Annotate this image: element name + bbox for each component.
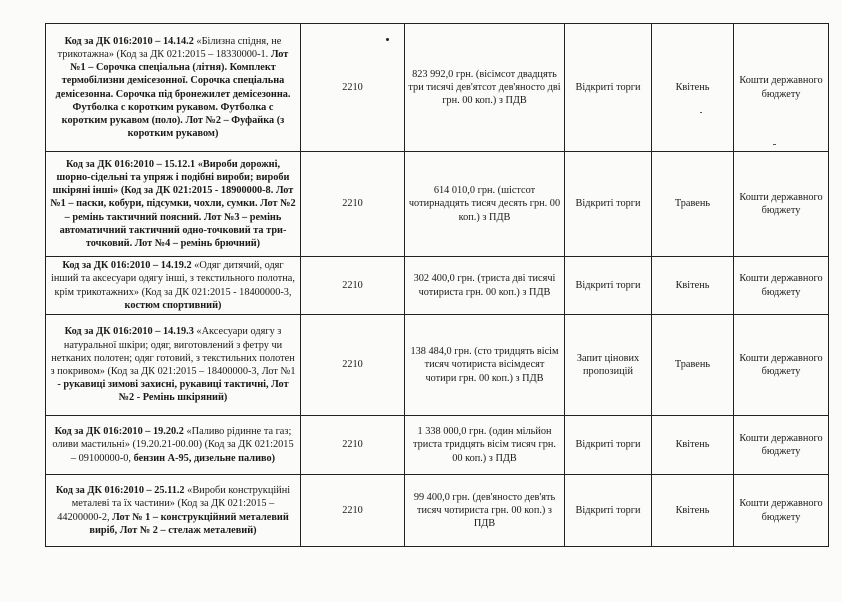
- procurement-plan-table: [45, 23, 829, 547]
- month-cell: Квітень: [652, 416, 734, 475]
- subject-cell: [46, 416, 301, 475]
- subject-lots: - рукавиці зимові захисні, рукавиці тактичні, Лот №2 - Ремінь шкіряний): [57, 379, 289, 404]
- budget-code-cell: 2210: [301, 416, 405, 475]
- table-row: [46, 152, 829, 257]
- subject-code-bold: Код за ДК 016:2010 – 14.14.2: [64, 35, 194, 47]
- month-cell: Травень: [652, 315, 734, 416]
- subject-code-bold: Код за ДК 016:2010 – 19.20.2: [54, 426, 184, 438]
- table-row: [46, 24, 829, 152]
- subject-code-bold: Код за ДК 016:2010 – 15.12.1 «Вироби дорожні, шорно-сідельні та упряж і подібні вироби; вироби шкіряні інші» (Код за ДК 021:2015 - 18900000-8. Лот №1 – паски, кобури, підсумки, чохли, сумки. Лот №2 – ремінь тактичний поясний. Лот №3 – ремінь автоматичний тактичний одно-точковий та три-точковий. Лот №4 – ремінь брючний): [50, 158, 296, 249]
- budget-code-cell: 2210: [301, 257, 405, 315]
- budget-code-cell: 2210: [301, 24, 405, 152]
- subject-lots: бензин А-95, дизельне паливо): [133, 452, 276, 464]
- amount-cell: 1 338 000,0 грн. (один мільйон триста тридцять вісім тисяч грн. 00 коп.) з ПДВ: [405, 416, 565, 475]
- subject-cell: [46, 475, 301, 547]
- procedure-cell: Запит цінових пропозицій: [565, 315, 652, 416]
- subject-description: «Одяг дитячий, одяг інший та аксесуари одягу інші, з текстильного полотна, крім трикотажних» (Код за ДК 021:2015 - 18400000-3,: [51, 260, 295, 298]
- subject-cell: [46, 315, 301, 416]
- subject-code-bold: Код за ДК 016:2010 – 14.19.3: [64, 326, 194, 338]
- subject-code-bold: Код за ДК 016:2010 – 14.19.2: [62, 260, 192, 272]
- procedure-cell: Відкриті торги: [565, 416, 652, 475]
- budget-code-cell: 2210: [301, 315, 405, 416]
- subject-code-bold: Код за ДК 016:2010 – 25.11.2: [55, 485, 185, 497]
- subject-lots: костюм спортивний): [124, 299, 222, 311]
- subject-description: «Аксесуари одягу з натуральної шкіри; одяг, виготовлений з фетру чи нетканих полотен; одяг готовий, з текстильних полотен з покривом» (Код за ДК 021:2015 – 18400000-3, Лот №1: [50, 326, 296, 377]
- procedure-cell: Відкриті торги: [565, 24, 652, 152]
- budget-code-cell: 2210: [301, 152, 405, 257]
- subject-description: «Паливо рідинне та газ; оливи мастильні» (19.20.21-00.00) (Код за ДК 021:2015 – 09100000-0,: [52, 426, 294, 464]
- amount-cell: 138 484,0 грн. (сто тридцять вісім тисяч чотириста вісімдесят чотири грн. 00 коп.) з ПДВ: [405, 315, 565, 416]
- table-row: [46, 257, 829, 315]
- month-cell: Квітень: [652, 24, 734, 152]
- subject-lots: Лот №1 – Сорочка спеціальна (літня). Комплект термобілизни демісезонної. Сорочка спеціальна демісезонна. Сорочка під бронежилет демісезонна. Футболка с коротким рукавом. Футболка с коротким рукавом (поло). Лот №2 – Фуфайка (з коротким рукавом): [55, 48, 291, 140]
- table-row: [46, 416, 829, 475]
- amount-cell: 614 010,0 грн. (шістсот чотирнадцять тисяч десять грн. 00 коп.) з ПДВ: [405, 152, 565, 257]
- subject-cell: [46, 24, 301, 152]
- subject-cell: [46, 152, 301, 257]
- table-row: [46, 475, 829, 547]
- funding-source-cell: Кошти державного бюджету: [734, 475, 829, 547]
- procedure-cell: Відкриті торги: [565, 475, 652, 547]
- funding-source-cell: Кошти державного бюджету: [734, 315, 829, 416]
- funding-source-cell: Кошти державного бюджету: [734, 152, 829, 257]
- month-cell: Квітень: [652, 257, 734, 315]
- subject-lots: Лот № 1 – конструкційний металевий виріб, Лот № 2 – стелаж металевий): [89, 511, 289, 536]
- funding-source-cell: Кошти державного бюджету: [734, 257, 829, 315]
- budget-code-cell: 2210: [301, 475, 405, 547]
- month-cell: Травень: [652, 152, 734, 257]
- funding-source-cell: Кошти державного бюджету: [734, 416, 829, 475]
- amount-cell: 99 400,0 грн. (дев'яносто дев'ять тисяч чотириста грн. 00 коп.) з ПДВ: [405, 475, 565, 547]
- subject-description: «Білизна спідня, не трикотажна» (Код за ДК 021:2015 – 18330000-1.: [57, 35, 282, 60]
- table-row: [46, 315, 829, 416]
- procedure-cell: Відкриті торги: [565, 152, 652, 257]
- amount-cell: 302 400,0 грн. (триста дві тисячі чотириста грн. 00 коп.) з ПДВ: [405, 257, 565, 315]
- subject-description: «Вироби конструкційні металеві та їх частини» (Код за ДК 021:2015 – 44200000-2,: [57, 485, 291, 523]
- amount-cell: 823 992,0 грн. (вісімсот двадцять три тисячі дев'ятсот дев'яносто дві грн. 00 коп.) з ПДВ: [405, 24, 565, 152]
- subject-cell: [46, 257, 301, 315]
- procedure-cell: Відкриті торги: [565, 257, 652, 315]
- funding-source-cell: Кошти державного бюджету: [734, 24, 829, 152]
- month-cell: Квітень: [652, 475, 734, 547]
